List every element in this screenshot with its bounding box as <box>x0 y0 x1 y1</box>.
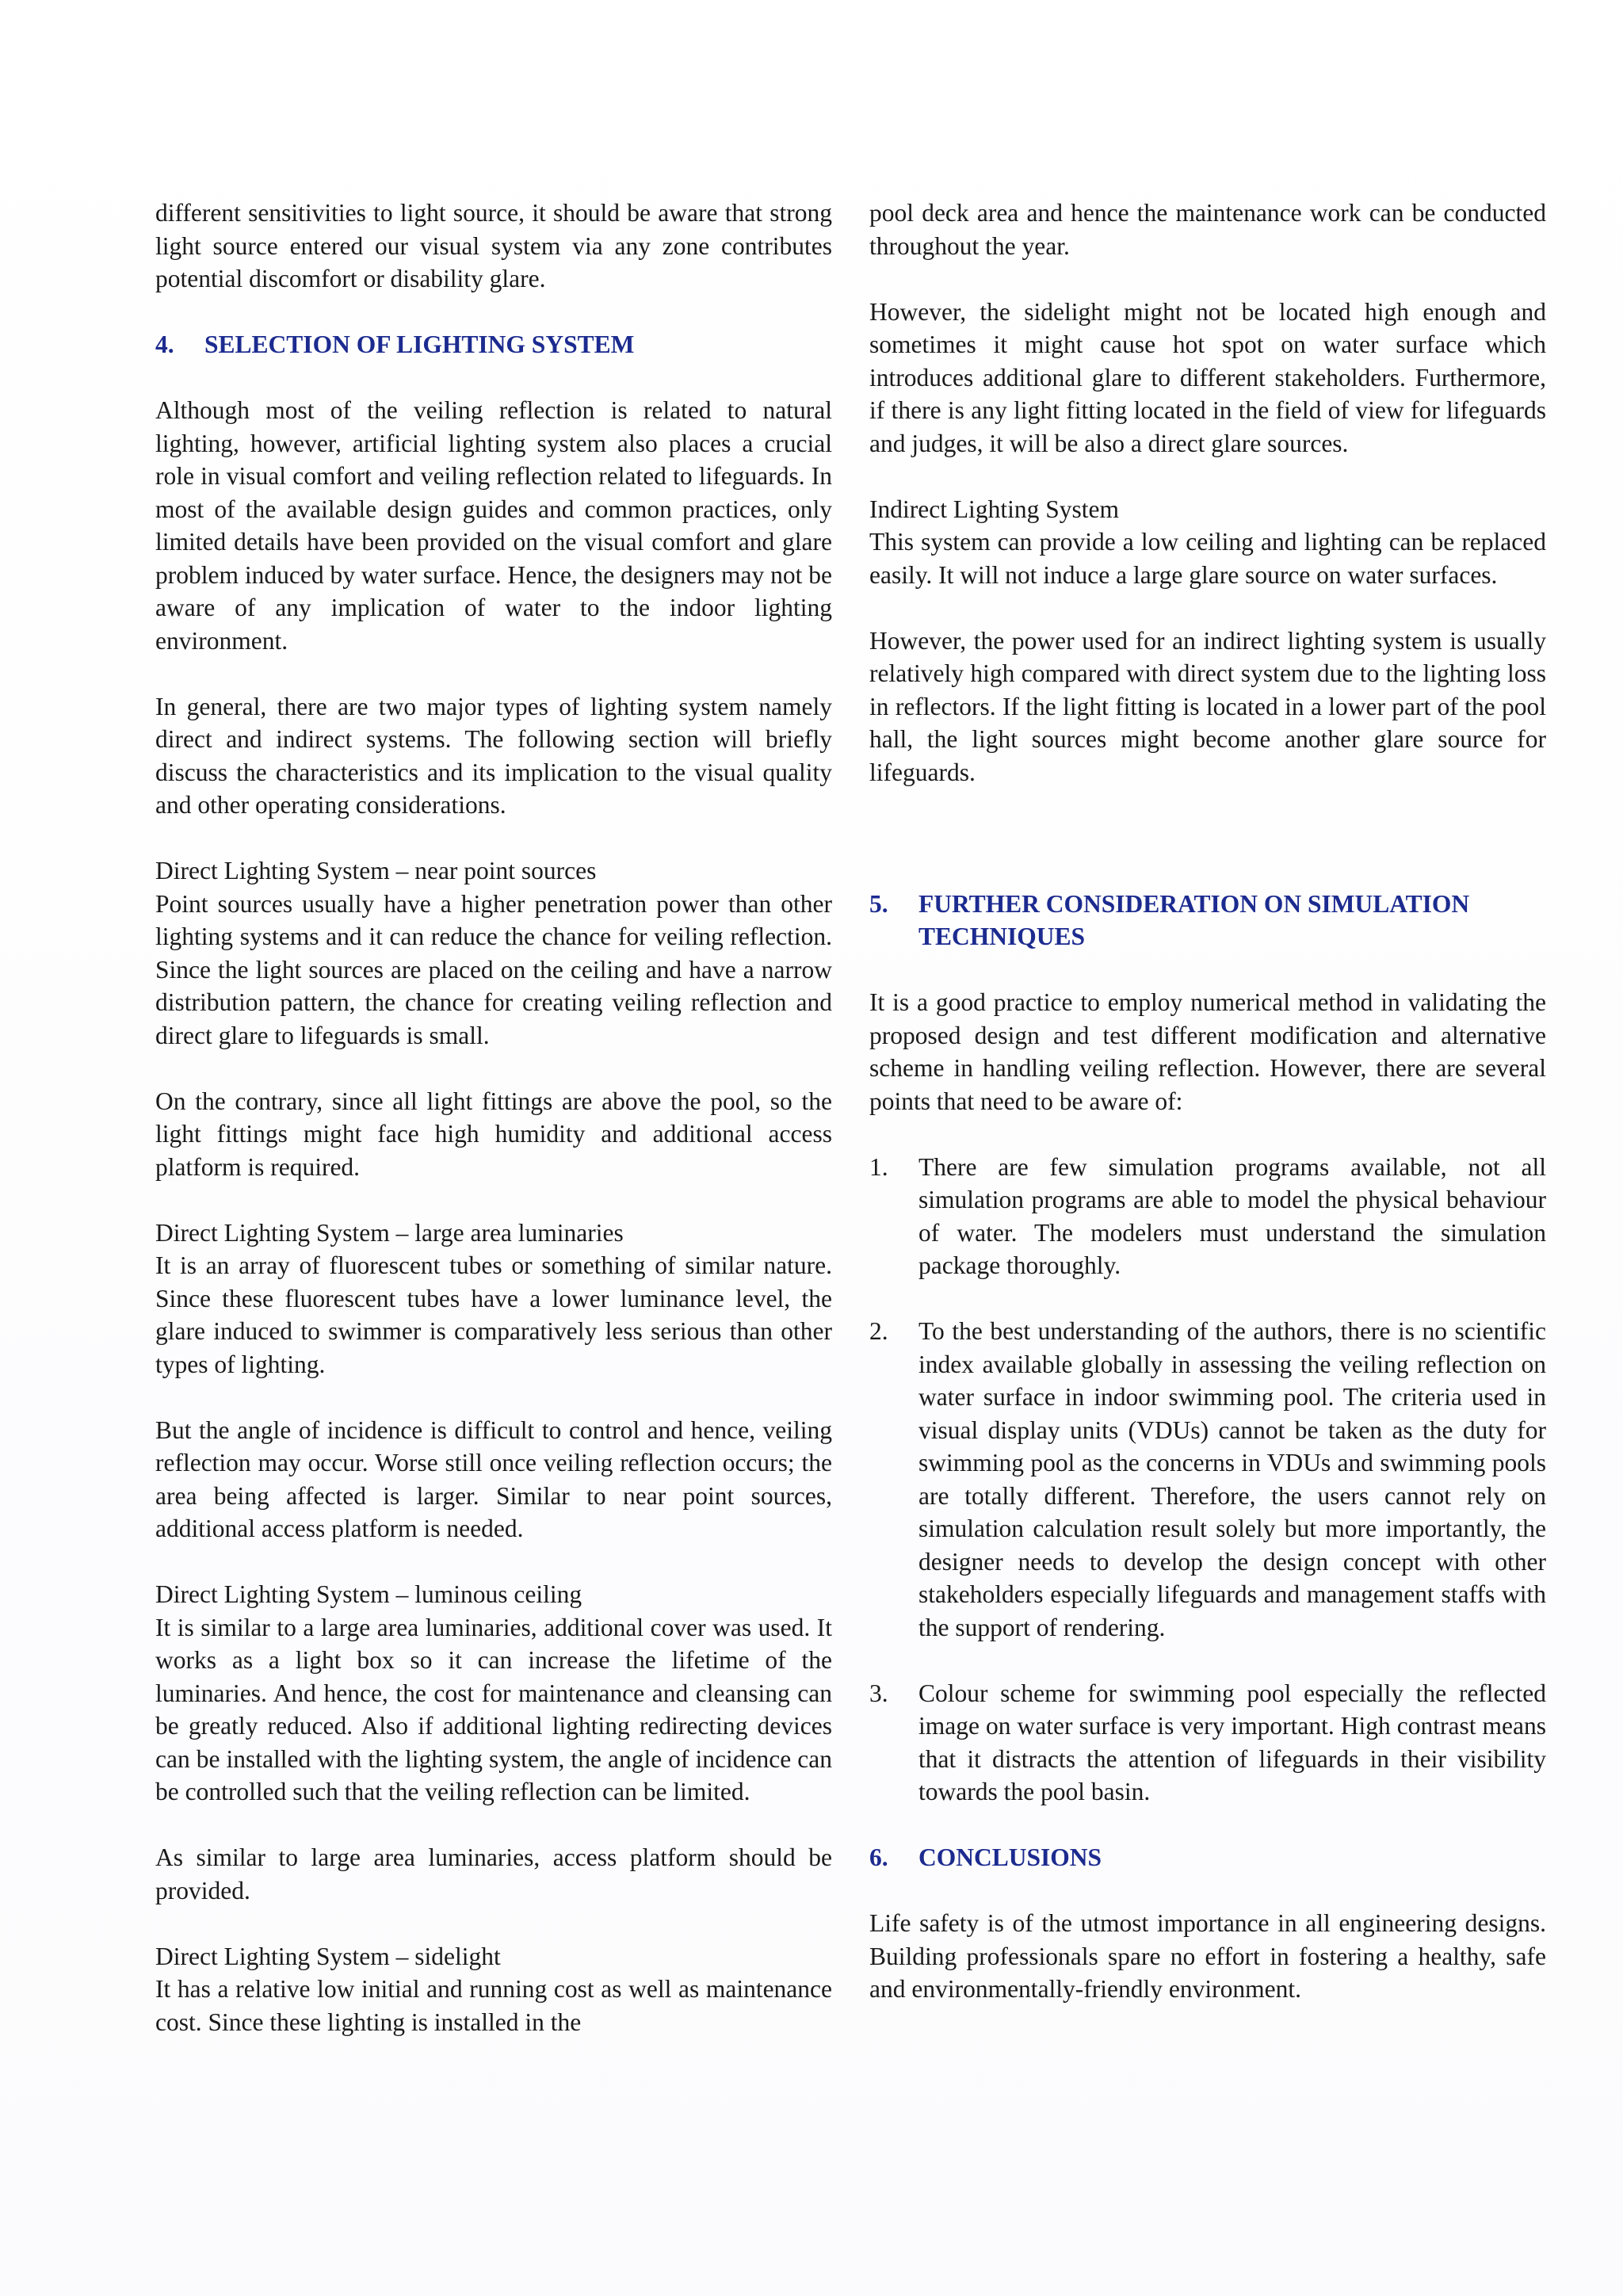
section-6-heading <box>869 1841 1546 1874</box>
column-spacer <box>869 822 1546 888</box>
simulation-points-list <box>869 1151 1546 1809</box>
luminous-ceiling-paragraph-2: As similar to large area luminaries, access platform should be provided. <box>155 1843 832 1904</box>
sidelight-continued-paragraph: pool deck area and hence the maintenance work can be conducted throughout the year. <box>869 199 1546 260</box>
conclusions-paragraph-1: Life safety is of the utmost importance in all engineering designs. Building professionals spare no effort in fostering a healthy, safe and environmentally-friendly environment. <box>869 1909 1546 2003</box>
section-title: SELECTION OF LIGHTING SYSTEM <box>204 330 635 358</box>
sidelight-paragraph-2: However, the sidelight might not be located high enough and sometimes it might cause hot spot on water surface which introduces additional glare to different stakeholders. Furthermore, if there is any light fitting located in the field of view for lifeguards and judges, it will be also a direct glare sources. <box>869 297 1546 457</box>
luminous-ceiling-heading: Direct Lighting System – luminous ceiling <box>155 1580 582 1608</box>
indirect-heading: Indirect Lighting System <box>869 495 1119 523</box>
list-item-number: 2. <box>869 1317 888 1345</box>
intro-paragraph: different sensitivities to light source, it should be aware that strong light source entered our visual system via any zone contributes potential discomfort or disability glare. <box>155 199 832 292</box>
section-title: FURTHER CONSIDERATION ON SIMULATION TECHNIQUES <box>918 889 1470 950</box>
list-item <box>869 1315 1546 1644</box>
near-point-paragraph-2: On the contrary, since all light fittings are above the pool, so the light fittings might face high humidity and additional access platform is required. <box>155 1087 832 1181</box>
section-number: 5. <box>869 889 888 918</box>
list-item <box>869 1677 1546 1809</box>
section-4-paragraph-1: Although most of the veiling reflection is related to natural lighting, however, artificial lighting system also places a crucial role in visual comfort and veiling reflection related to lifeguards. In most of the available design guides and common practices, only limited details have been provided on the visual comfort and glare problem induced by water surface. Hence, the designers may not be aware of any implication of water to the indoor lighting environment. <box>155 396 832 655</box>
section-title: CONCLUSIONS <box>918 1843 1102 1871</box>
section-number: 4. <box>155 330 174 358</box>
large-area-heading: Direct Lighting System – large area luminaries <box>155 1218 624 1247</box>
list-item-text: Colour scheme for swimming pool especially the reflected image on water surface is very important. High contrast means that it distracts the attention of lifeguards in their visibility towards the pool basin. <box>918 1679 1546 1805</box>
indirect-paragraph-2: However, the power used for an indirect lighting system is usually relatively high compared with direct system due to the lighting loss in reflectors. If the light fitting is located in a lower part of the pool hall, the light sources might become another glare source for lifeguards. <box>869 626 1546 786</box>
list-item-text: There are few simulation programs available, not all simulation programs are able to model the physical behaviour of water. The modelers must understand the simulation package thoroughly. <box>918 1152 1546 1279</box>
right-column <box>869 197 1546 2006</box>
section-4-paragraph-2: In general, there are two major types of lighting system namely direct and indirect systems. The following section will briefly discuss the characteristics and its implication to the visual quality and other operating considerations. <box>155 692 832 819</box>
sidelight-paragraph-1: It has a relative low initial and running cost as well as maintenance cost. Since these lighting is installed in the <box>155 1975 832 2036</box>
near-point-paragraph-1: Point sources usually have a higher penetration power than other lighting systems and it can reduce the chance for veiling reflection. Since the light sources are placed on the ceiling and have a narrow distribution pattern, the chance for creating veiling reflection and direct glare to lifeguards is small. <box>155 889 832 1049</box>
sidelight-heading: Direct Lighting System – sidelight <box>155 1942 501 1970</box>
near-point-heading: Direct Lighting System – near point sources <box>155 857 597 884</box>
large-area-paragraph-1: It is an array of fluorescent tubes or something of similar nature. Since these fluorescent tubes have a lower luminance level, the glare induced to swimmer is comparatively less serious than other types of lighting. <box>155 1251 832 1378</box>
list-item <box>869 1151 1546 1282</box>
section-4-heading <box>155 328 832 361</box>
luminous-ceiling-paragraph-1: It is similar to a large area luminaries, additional cover was used. It works as a light box so it can increase the lifetime of the luminaries. And hence, the cost for maintenance and cleansing can be greatly reduced. Also if additional lighting redirecting devices can be installed with the lighting system, the angle of incidence can be controlled such that the veiling reflection can be limited. <box>155 1613 832 1805</box>
large-area-paragraph-2: But the angle of incidence is difficult to control and hence, veiling reflection may occur. Worse still once veiling reflection occurs; the area being affected is larger. Similar to near point sources, additional access platform is needed. <box>155 1415 832 1542</box>
list-item-number: 1. <box>869 1152 888 1181</box>
section-5-intro: It is a good practice to employ numerical method in validating the proposed design and test different modification and alternative scheme in handling veiling reflection. However, there are several points that need to be aware of: <box>869 988 1546 1115</box>
list-item-number: 3. <box>869 1679 888 1707</box>
section-5-heading <box>869 888 1546 953</box>
indirect-paragraph-1: This system can provide a low ceiling and lighting can be replaced easily. It will not induce a large glare source on water surfaces. <box>869 528 1546 589</box>
left-column <box>155 197 832 2038</box>
section-number: 6. <box>869 1843 888 1871</box>
list-item-text: To the best understanding of the authors, there is no scientific index available globally in assessing the veiling reflection on water surface in indoor swimming pool. The criteria used in visual display units (VDUs) cannot be taken as the duty for swimming pool as the concerns in VDUs and swimming pools are totally different. Therefore, the users cannot rely on simulation calculation result solely but more importantly, the designer needs to develop the design concept with other stakeholders especially lifeguards and management staffs with the support of rendering. <box>918 1317 1546 1641</box>
